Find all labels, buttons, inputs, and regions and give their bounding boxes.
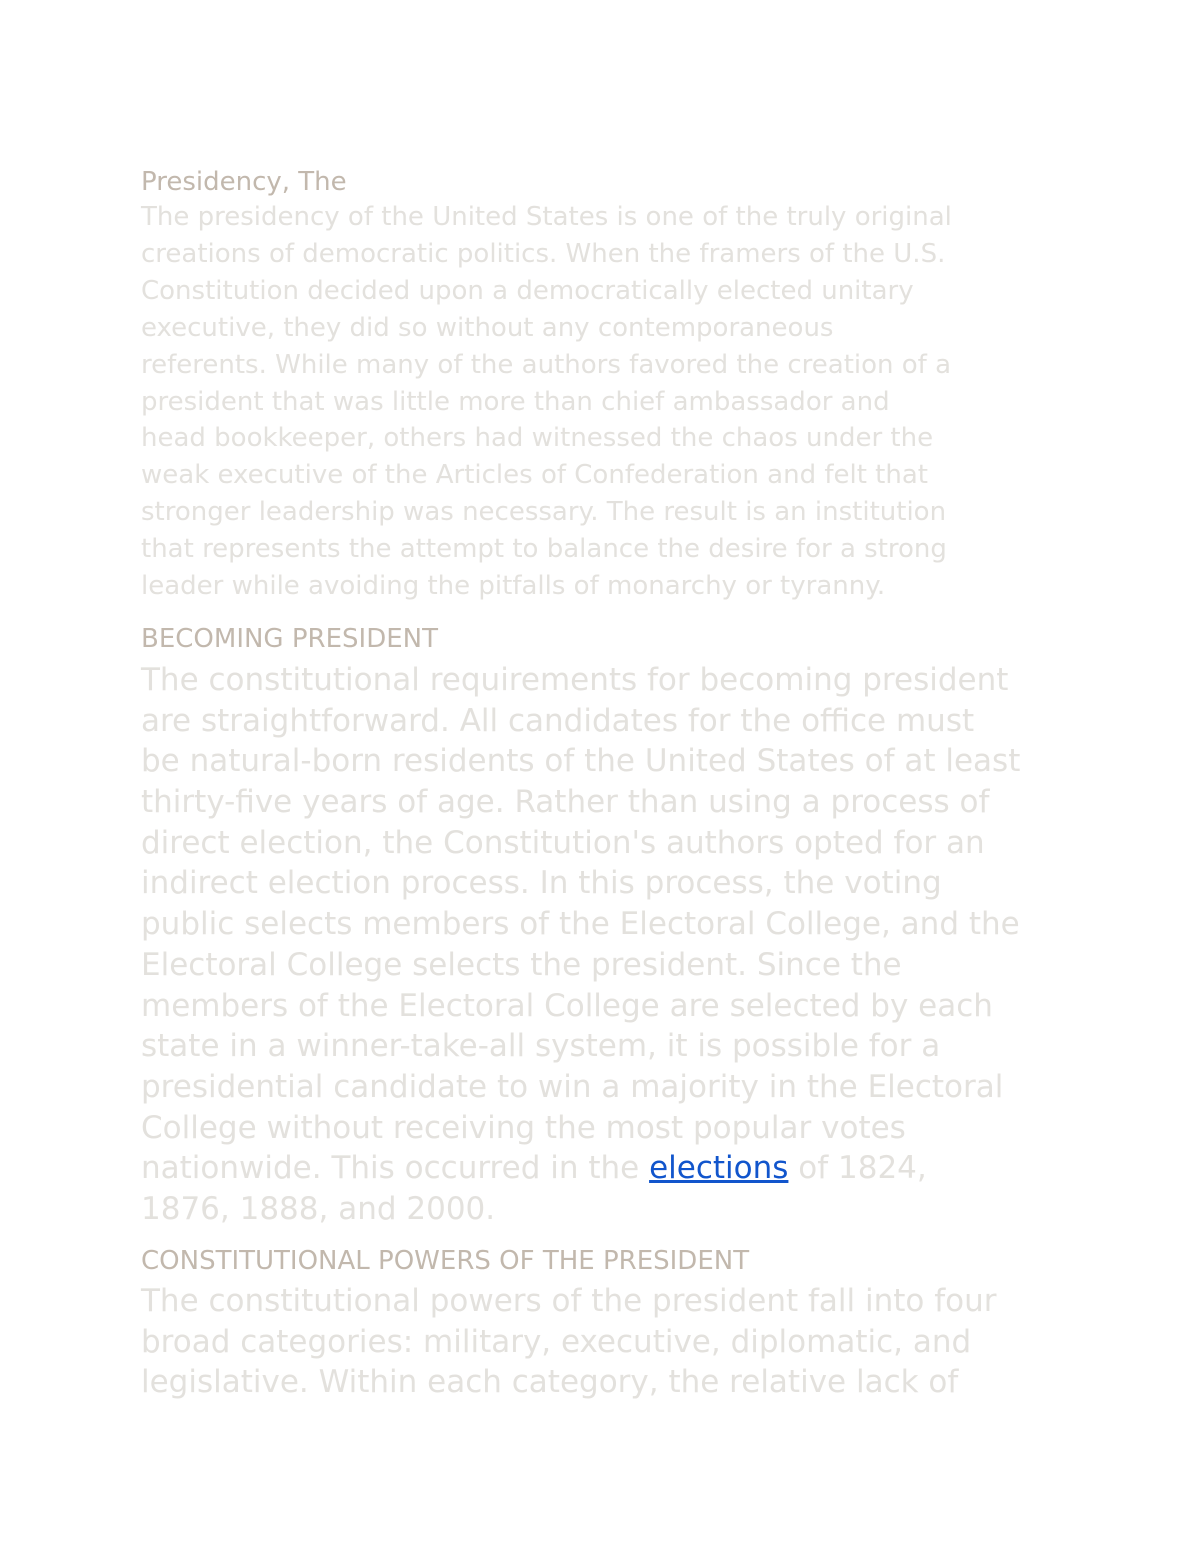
body-text: of 1824, xyxy=(788,1150,927,1187)
body-line-with-link xyxy=(141,1148,1101,1189)
intro-line: stronger leadership was necessary. The result is an institution xyxy=(141,497,947,528)
intro-line: The presidency of the United States is one of the truly original xyxy=(141,202,952,232)
body-line: presidential candidate to win a majority in the Electoral xyxy=(141,1069,1004,1105)
intro-line: head bookkeeper, others had witnessed the chaos under the xyxy=(141,423,934,454)
constitutional-powers-paragraph xyxy=(141,1281,1101,1403)
becoming-president-paragraph xyxy=(141,660,1101,1230)
intro-line: leader while avoiding the pitfalls of monarchy or tyranny. xyxy=(141,571,886,602)
body-line: indirect election process. In this process, the voting xyxy=(141,865,942,902)
intro-line: that represents the attempt to balance the desire for a strong xyxy=(141,534,947,565)
document-page xyxy=(141,165,1101,1403)
body-line: broad categories: military, executive, diplomatic, and xyxy=(141,1323,972,1360)
intro-line: Constitution decided upon a democratically elected unitary xyxy=(141,275,914,306)
body-line: thirty-five years of age. Rather than using a process of xyxy=(141,784,990,821)
body-line: state in a winner-take-all system, it is possible for a xyxy=(141,1028,941,1065)
intro-line: creations of democratic politics. When the framers of the U.S. xyxy=(141,238,946,269)
body-line: direct election, the Constitution's authors opted for an xyxy=(141,824,985,861)
intro-line: president that was little more than chief ambassador and xyxy=(141,386,890,417)
body-text: nationwide. This occurred in the xyxy=(141,1150,650,1187)
body-line: The constitutional powers of the president fall into four xyxy=(141,1282,997,1319)
section-heading-constitutional-powers: CONSTITUTIONAL POWERS OF THE PRESIDENT xyxy=(141,1245,750,1276)
body-line: College without receiving the most popular votes xyxy=(141,1109,906,1146)
body-line: public selects members of the Electoral College, and the xyxy=(141,906,1020,943)
intro-paragraph xyxy=(141,199,1101,605)
intro-line: weak executive of the Articles of Confederation and felt that xyxy=(141,460,928,491)
section-heading-becoming-president: BECOMING PRESIDENT xyxy=(141,623,438,654)
body-line: Electoral College selects the president. Since the xyxy=(141,946,902,983)
body-line: The constitutional requirements for becoming president xyxy=(141,661,1009,698)
document-title: Presidency, The xyxy=(141,167,347,197)
body-line: members of the Electoral College are selected by each xyxy=(141,987,993,1024)
body-line: 1876, 1888, and 2000. xyxy=(141,1191,496,1228)
intro-line: executive, they did so without any contemporaneous xyxy=(141,312,834,343)
body-line: be natural-born residents of the United States of at least xyxy=(141,743,1021,780)
intro-line: referents. While many of the authors favored the creation of a xyxy=(141,349,952,380)
body-line: are straightforward. All candidates for the office must xyxy=(141,702,975,739)
elections-link[interactable]: elections xyxy=(649,1150,789,1187)
body-line: legislative. Within each category, the relative lack of xyxy=(141,1364,959,1401)
